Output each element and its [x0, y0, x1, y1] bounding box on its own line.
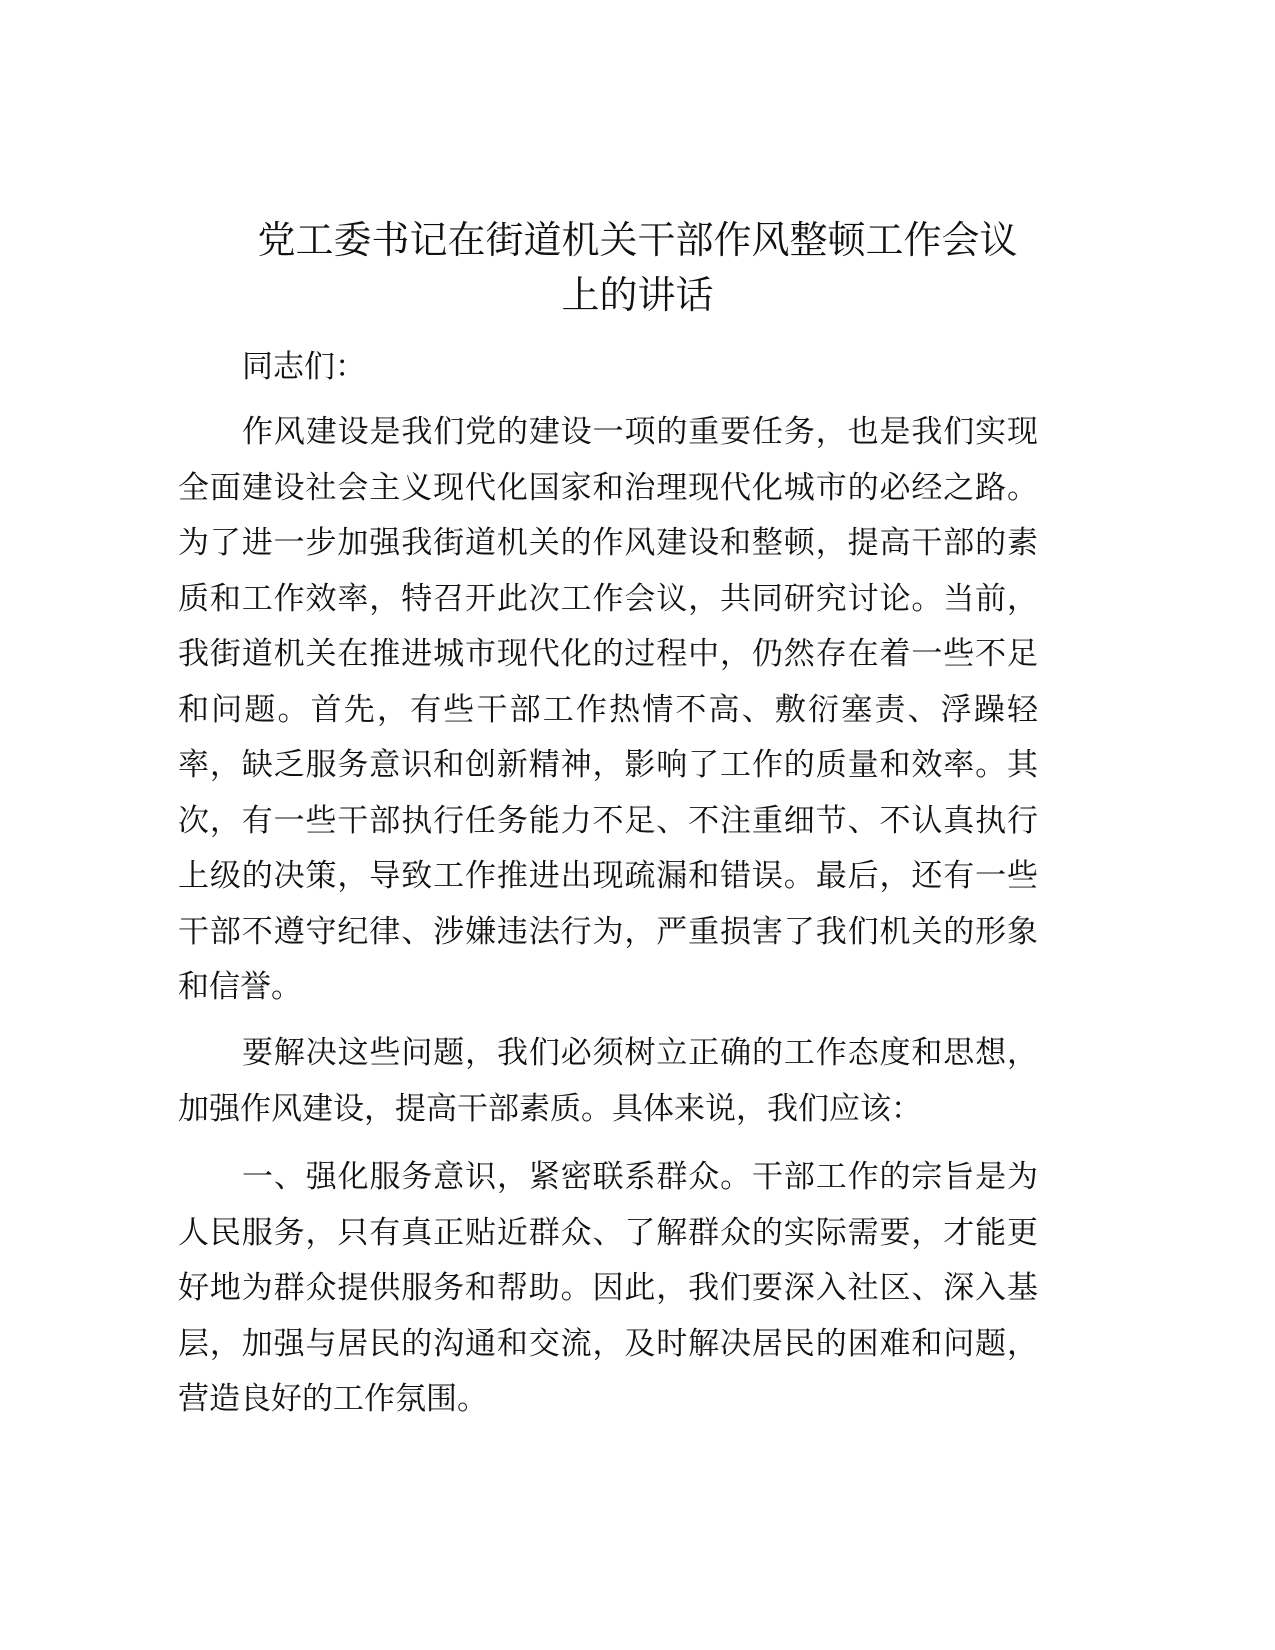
paragraph-3-line: 营造良好的工作氛围。	[178, 1381, 488, 1417]
paragraph-3-line: 好地为群众提供服务和帮助。因此，我们要深入社区、深入基	[178, 1270, 1038, 1306]
paragraph-3-line: 层，加强与居民的沟通和交流，及时解决居民的困难和问题，	[178, 1325, 1038, 1362]
document-title-line-2: 上的讲话	[561, 273, 714, 317]
paragraph-1-line: 次，有一些干部执行任务能力不足、不注重细节、不认真执行	[178, 802, 1038, 839]
paragraph-1-line: 质和工作效率，特召开此次工作会议，共同研究讨论。当前，	[178, 580, 1038, 617]
paragraph-1-line: 和信誉。	[178, 969, 302, 1005]
paragraph-1-line: 我街道机关在推进城市现代化的过程中，仍然存在着一些不足	[178, 636, 1038, 672]
paragraph-1-line: 和问题。首先，有些干部工作热情不高、敷衍塞责、浮躁轻	[178, 691, 1038, 728]
document-title-line-1: 党工委书记在街道机关干部作风整顿工作会议	[257, 218, 1018, 262]
paragraph-1-line: 为了进一步加强我街道机关的作风建设和整顿，提高干部的素	[178, 525, 1038, 561]
paragraph-3-line: 人民服务，只有真正贴近群众、了解群众的实际需要，才能更	[178, 1214, 1038, 1251]
paragraph-3-line: 一、强化服务意识，紧密联系群众。干部工作的宗旨是为	[242, 1159, 1038, 1195]
paragraph-1-line: 率，缺乏服务意识和创新精神，影响了工作的质量和效率。其	[178, 747, 1038, 783]
paragraph-2-line: 要解决这些问题，我们必须树立正确的工作态度和思想，	[242, 1035, 1038, 1071]
salutation: 同志们：	[242, 349, 366, 385]
paragraph-1-line: 全面建设社会主义现代化国家和治理现代化城市的必经之路。	[178, 469, 1038, 506]
paragraph-1-line: 干部不遵守纪律、涉嫌违法行为，严重损害了我们机关的形象	[178, 913, 1038, 950]
paragraph-1-line: 上级的决策，导致工作推进出现疏漏和错误。最后，还有一些	[178, 858, 1038, 894]
paragraph-2-line: 加强作风建设，提高干部素质。具体来说，我们应该：	[178, 1090, 922, 1127]
paragraph-1-line: 作风建设是我们党的建设一项的重要任务，也是我们实现	[242, 414, 1038, 450]
